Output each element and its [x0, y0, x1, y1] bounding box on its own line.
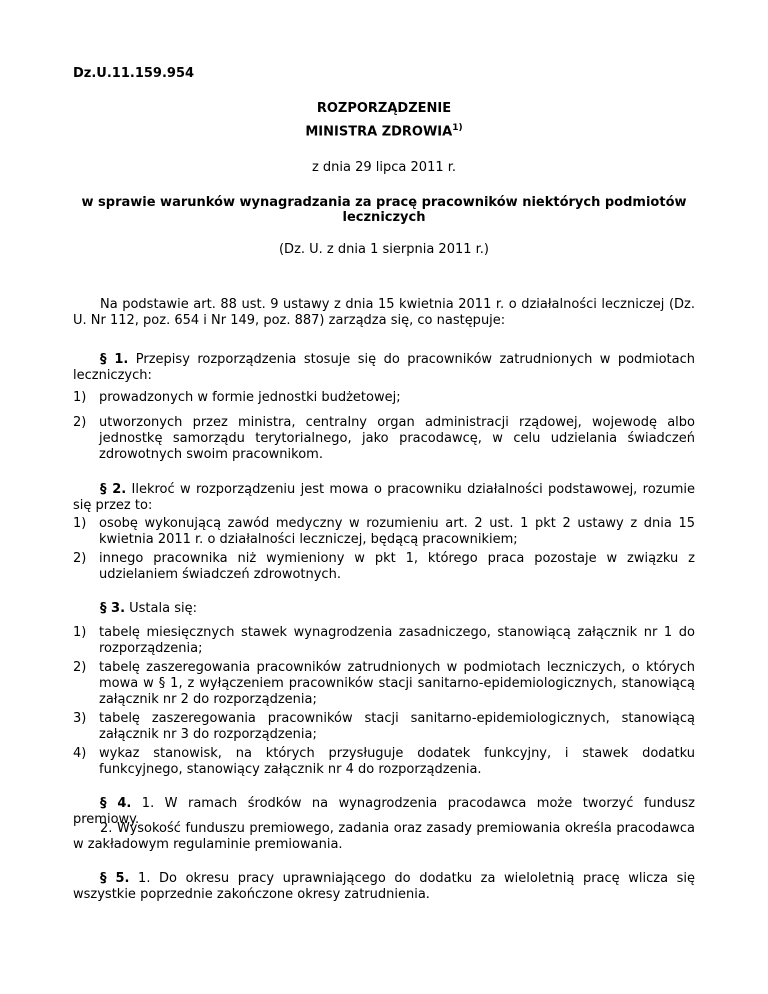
list-item: [73, 390, 695, 406]
issuer-title: [73, 123, 695, 139]
list-item-text: osobę wykonującą zawód medyczny w rozumieniu art. 2 ust. 1 pkt 2 ustawy z dnia 15 kwietnia 2011 r. o działalności leczniczej, będącą pracownikiem;: [99, 516, 695, 547]
list-item-number: 1): [73, 390, 87, 405]
list-item: [73, 711, 695, 743]
list-item-number: 1): [73, 625, 87, 640]
list-item-text: innego pracownika niż wymieniony w pkt 1, którego praca pozostaje w związku z udzielaniem świadczeń zdrowotnych.: [99, 551, 695, 582]
journal-reference: Dz.U.11.159.954: [73, 66, 195, 81]
paragraph-4-text: 1. W ramach środków na wynagrodzenia pracodawca może tworzyć fundusz premiowy.: [73, 796, 695, 827]
publication-info: (Dz. U. z dnia 1 sierpnia 2011 r.): [278, 242, 489, 257]
paragraph-3-text: Ustala się:: [125, 601, 197, 616]
footnote-marker: 1): [452, 123, 463, 133]
paragraph-1: [73, 352, 695, 384]
list-item: [73, 415, 695, 463]
paragraph-4-label: § 4.: [100, 796, 132, 811]
paragraph-1-text: Przepisy rozporządzenia stosuje się do pracowników zatrudnionych w podmiotach leczniczych:: [73, 352, 695, 383]
list-item: [73, 746, 695, 778]
paragraph-5-text: 1. Do okresu pracy uprawniającego do dodatku za wieloletnią pracę wlicza się wszystkie poprzednie zakończone okresy zatrudnienia.: [73, 871, 695, 902]
paragraph-3: [73, 601, 695, 617]
document-type-title: ROZPORZĄDZENIE: [316, 101, 452, 116]
paragraph-5: [73, 871, 695, 903]
paragraph-5-label: § 5.: [100, 871, 130, 886]
list-item-number: 2): [73, 415, 87, 430]
list-item: [73, 551, 695, 583]
list-item-number: 2): [73, 551, 87, 566]
issuer-name: MINISTRA ZDROWIA: [305, 124, 453, 140]
list-item-text: utworzonych przez ministra, centralny organ administracji rządowej, wojewodę albo jednostkę samorządu terytorialnego, jako pracodawcę, w celu udzielania świadczeń zdrowotnych swoim pracownikom.: [99, 415, 695, 462]
list-item-number: 1): [73, 516, 87, 531]
paragraph-2-text: Ilekroć w rozporządzeniu jest mowa o pracowniku działalności podstawowej, rozumie się przez to:: [73, 482, 695, 513]
list-item-text: wykaz stanowisk, na których przysługuje dodatek funkcyjny, i stawek dodatku funkcyjnego, stanowiący załącznik nr 4 do rozporządzenia.: [99, 746, 695, 777]
preamble: Na podstawie art. 88 ust. 9 ustawy z dnia 15 kwietnia 2011 r. o działalności leczniczej (Dz. U. Nr 112, poz. 654 i Nr 149, poz. 887) zarządza się, co następuje:: [73, 297, 695, 328]
paragraph-2-label: § 2.: [100, 482, 127, 497]
list-item-number: 2): [73, 660, 87, 675]
issue-date: z dnia 29 lipca 2011 r.: [311, 160, 457, 175]
list-item-text: prowadzonych w formie jednostki budżetowej;: [99, 390, 401, 405]
list-item-text: tabelę zaszeregowania pracowników zatrudnionych w podmiotach leczniczych, o których mowa w § 1, z wyłączeniem pracowników stacji sanitarno-epidemiologicznych, stanowiącą załącznik nr 2 do rozporządzenia;: [99, 660, 695, 707]
paragraph-3-label: § 3.: [100, 601, 126, 616]
list-item-number: 4): [73, 746, 87, 761]
list-item-text: tabelę zaszeregowania pracowników stacji sanitarno-epidemiologicznych, stanowiącą załącznik nr 3 do rozporządzenia;: [99, 711, 695, 742]
list-item: [73, 516, 695, 548]
paragraph-4-section-2: 2. Wysokość funduszu premiowego, zadania oraz zasady premiowania określa pracodawca w zakładowym regulaminie premiowania.: [73, 821, 695, 852]
list-item-number: 3): [73, 711, 87, 726]
list-item-text: tabelę miesięcznych stawek wynagrodzenia zasadniczego, stanowiącą załącznik nr 1 do rozporządzenia;: [99, 625, 695, 656]
subject-title: w sprawie warunków wynagradzania za pracę pracowników niektórych podmiotów leczniczych: [81, 195, 687, 225]
list-item: [73, 660, 695, 708]
paragraph-1-label: § 1.: [100, 352, 129, 367]
list-item: [73, 625, 695, 657]
paragraph-2: [73, 482, 695, 514]
